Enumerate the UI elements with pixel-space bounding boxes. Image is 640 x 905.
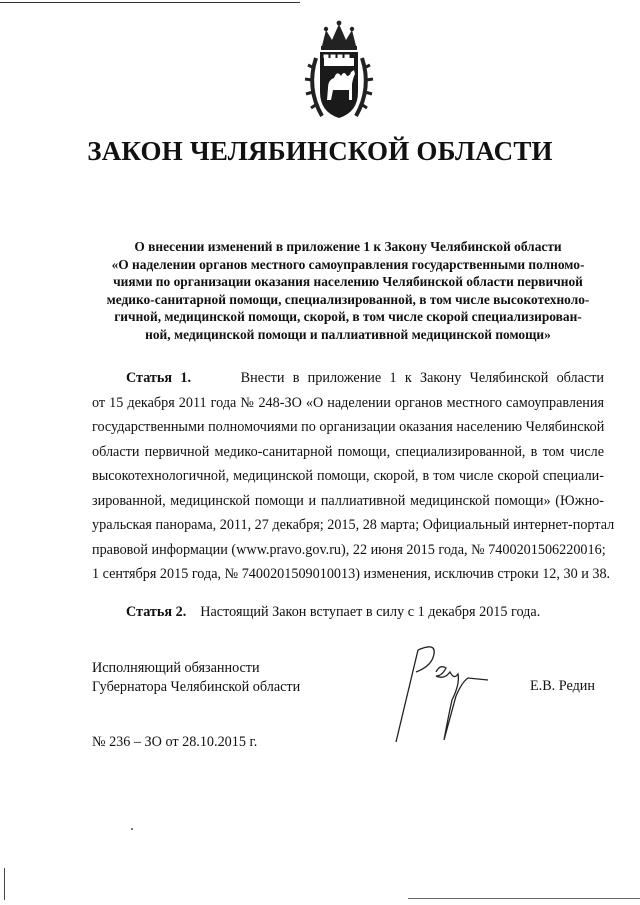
article-1-line: уральская панорама, 2011, 27 декабря; 2015, 28 марта; Официальный интернет-портал bbox=[92, 517, 615, 533]
subtitle-line: ной, медицинской помощи и паллиативной медицинской помощи» bbox=[145, 326, 551, 342]
margin-mark bbox=[4, 868, 5, 900]
signer-name: Е.В. Редин bbox=[530, 678, 595, 694]
law-title: ЗАКОН ЧЕЛЯБИНСКОЙ ОБЛАСТИ bbox=[87, 136, 553, 166]
signature-image bbox=[388, 638, 498, 748]
signer-position bbox=[92, 659, 300, 696]
article-2-label: Статья 2. bbox=[126, 604, 187, 620]
article-1-line: правовой информации (www.pravo.gov.ru), 22 июня 2015 года, № 7400201506220016; bbox=[92, 541, 606, 558]
article-1-line: 1 сентября 2015 года, № 7400201509010013) изменения, исключив строки 12, 30 и 38. bbox=[92, 566, 611, 582]
subtitle-line: «О наделении органов местного самоуправления государственными полномо- bbox=[111, 256, 585, 272]
article-1-line: зированной, медицинской помощи и паллиативной медицинской помощи» (Южно- bbox=[92, 492, 604, 509]
signer-position-line: Исполняющий обязанности bbox=[92, 660, 260, 676]
subtitle-line: гичной, медицинской помощи, скорой, в том числе скорой специализирован- bbox=[114, 309, 582, 325]
article-1-first-line bbox=[92, 366, 604, 391]
article-1-line: государственными полномочиями по организации оказания населению Челябинской bbox=[92, 419, 605, 435]
subtitle-line: медико-санитарной помощи, специализированной, в том числе высокотехноло- bbox=[106, 291, 590, 307]
scan-dot bbox=[131, 828, 133, 830]
article-1-first-text: Внести в приложение 1 к Закону Челябинской области bbox=[240, 370, 604, 386]
article-2-text: Настоящий Закон вступает в силу с 1 декабря 2015 года. bbox=[200, 604, 541, 620]
bottom-rule bbox=[408, 898, 640, 899]
signer-position-line: Губернатора Челябинской области bbox=[92, 678, 301, 695]
article-1-line: области первичной медико-санитарной помощи, специализированной, в том числе bbox=[92, 443, 604, 460]
subtitle-line: чиями по организации оказания населению Челябинской области первичной bbox=[113, 274, 583, 290]
law-number-date: № 236 – ЗО от 28.10.2015 г. bbox=[92, 734, 258, 750]
subtitle-line: О внесении изменений в приложение 1 к Закону Челябинской области bbox=[134, 239, 562, 254]
article-1-label: Статья 1. bbox=[126, 370, 191, 386]
coat-of-arms-icon bbox=[300, 18, 378, 122]
article-1 bbox=[92, 366, 615, 587]
article-1-line: высокотехнологичной, медицинской помощи, скорой, в том числе скорой специали- bbox=[92, 468, 604, 484]
article-2 bbox=[126, 604, 606, 621]
law-subtitle bbox=[92, 238, 604, 344]
top-rule bbox=[0, 2, 300, 3]
article-1-line: от 15 декабря 2011 года № 248-ЗО «О наделении органов местного самоуправления bbox=[92, 394, 604, 411]
